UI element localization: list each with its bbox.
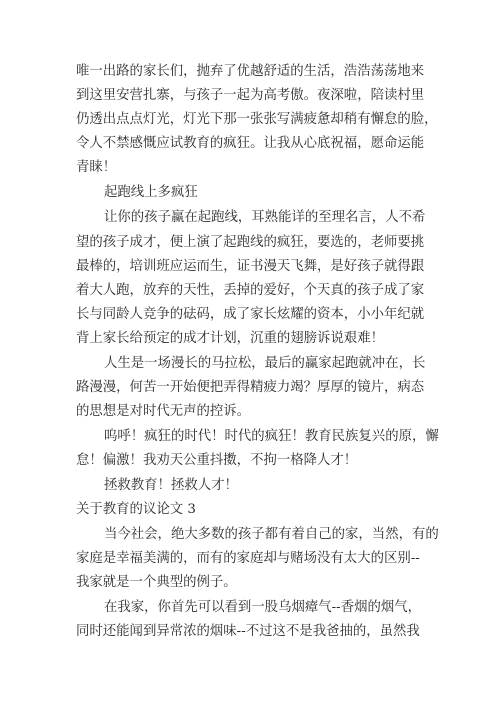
text-line: 路漫漫，何苦一开始便把弄得精疲力竭？厚厚的镜片，病态 — [76, 380, 425, 395]
text-line: 让你的孩子赢在起跑线，耳熟能详的至理名言，人不希 — [104, 210, 426, 225]
text-line: 令人不禁感慨应试教育的疯狂。让我从心底祝福，愿命运能 — [76, 136, 425, 151]
text-line: 最棒的，培训班应运而生，证书漫天飞舞，是好孩子就得跟 — [76, 259, 425, 274]
text-line: 我家就是一个典型的例子。 — [76, 575, 237, 590]
text-line: 望的孩子成才，便上演了起跑线的疯狂，要选的，老师要挑 — [76, 235, 425, 250]
text-line: 青睐！ — [76, 160, 117, 175]
text-line: 怠！偏激！我劝天公重抖擞，不拘一格降人才！ — [76, 453, 358, 468]
text-line: 仍透出点点灯光，灯光下那一张张写满疲惫却稍有懈怠的脸， — [76, 112, 438, 127]
text-line: 同时还能闻到异常浓的烟味--不过这不是我爸抽的，虽然我 — [76, 624, 420, 639]
section-heading: 起跑线上多疯狂 — [104, 185, 198, 200]
text-line: 拯救教育！拯救人才！ — [104, 478, 238, 493]
text-line: 到这里安营扎寨，与孩子一起为高考傲。夜深啦，陪读村里 — [76, 88, 425, 103]
section-title: 关于教育的议论文 3 — [76, 502, 196, 517]
text-line: 的思想是对时代无声的控诉。 — [76, 404, 251, 419]
text-line: 着大人跑，放弃的天性，丢掉的爱好，个天真的孩子成了家 — [76, 283, 425, 298]
text-line: 在我家，你首先可以看到一股乌烟瘴气--香烟的烟气， — [104, 600, 422, 615]
text-line: 当今社会，绝大多数的孩子都有着自己的家，当然，有的 — [104, 527, 439, 542]
text-line: 人生是一场漫长的马拉松，最后的赢家起跑就冲在，长 — [104, 356, 426, 371]
text-line: 唯一出路的家长们，抛弃了优越舒适的生活，浩浩荡荡地来 — [76, 64, 425, 79]
text-line: 呜呼！疯狂的时代！时代的疯狂！教育民族复兴的原，懈 — [104, 429, 439, 444]
text-line: 家庭是幸福美满的，而有的家庭却与赌场没有太大的区别-- — [76, 551, 420, 566]
text-line: 背上家长给预定的成才计划，沉重的翅膀诉说艰难！ — [76, 331, 384, 346]
text-line: 长与同龄人竞争的砝码，成了家长炫耀的资本，小小年纪就 — [76, 307, 425, 322]
